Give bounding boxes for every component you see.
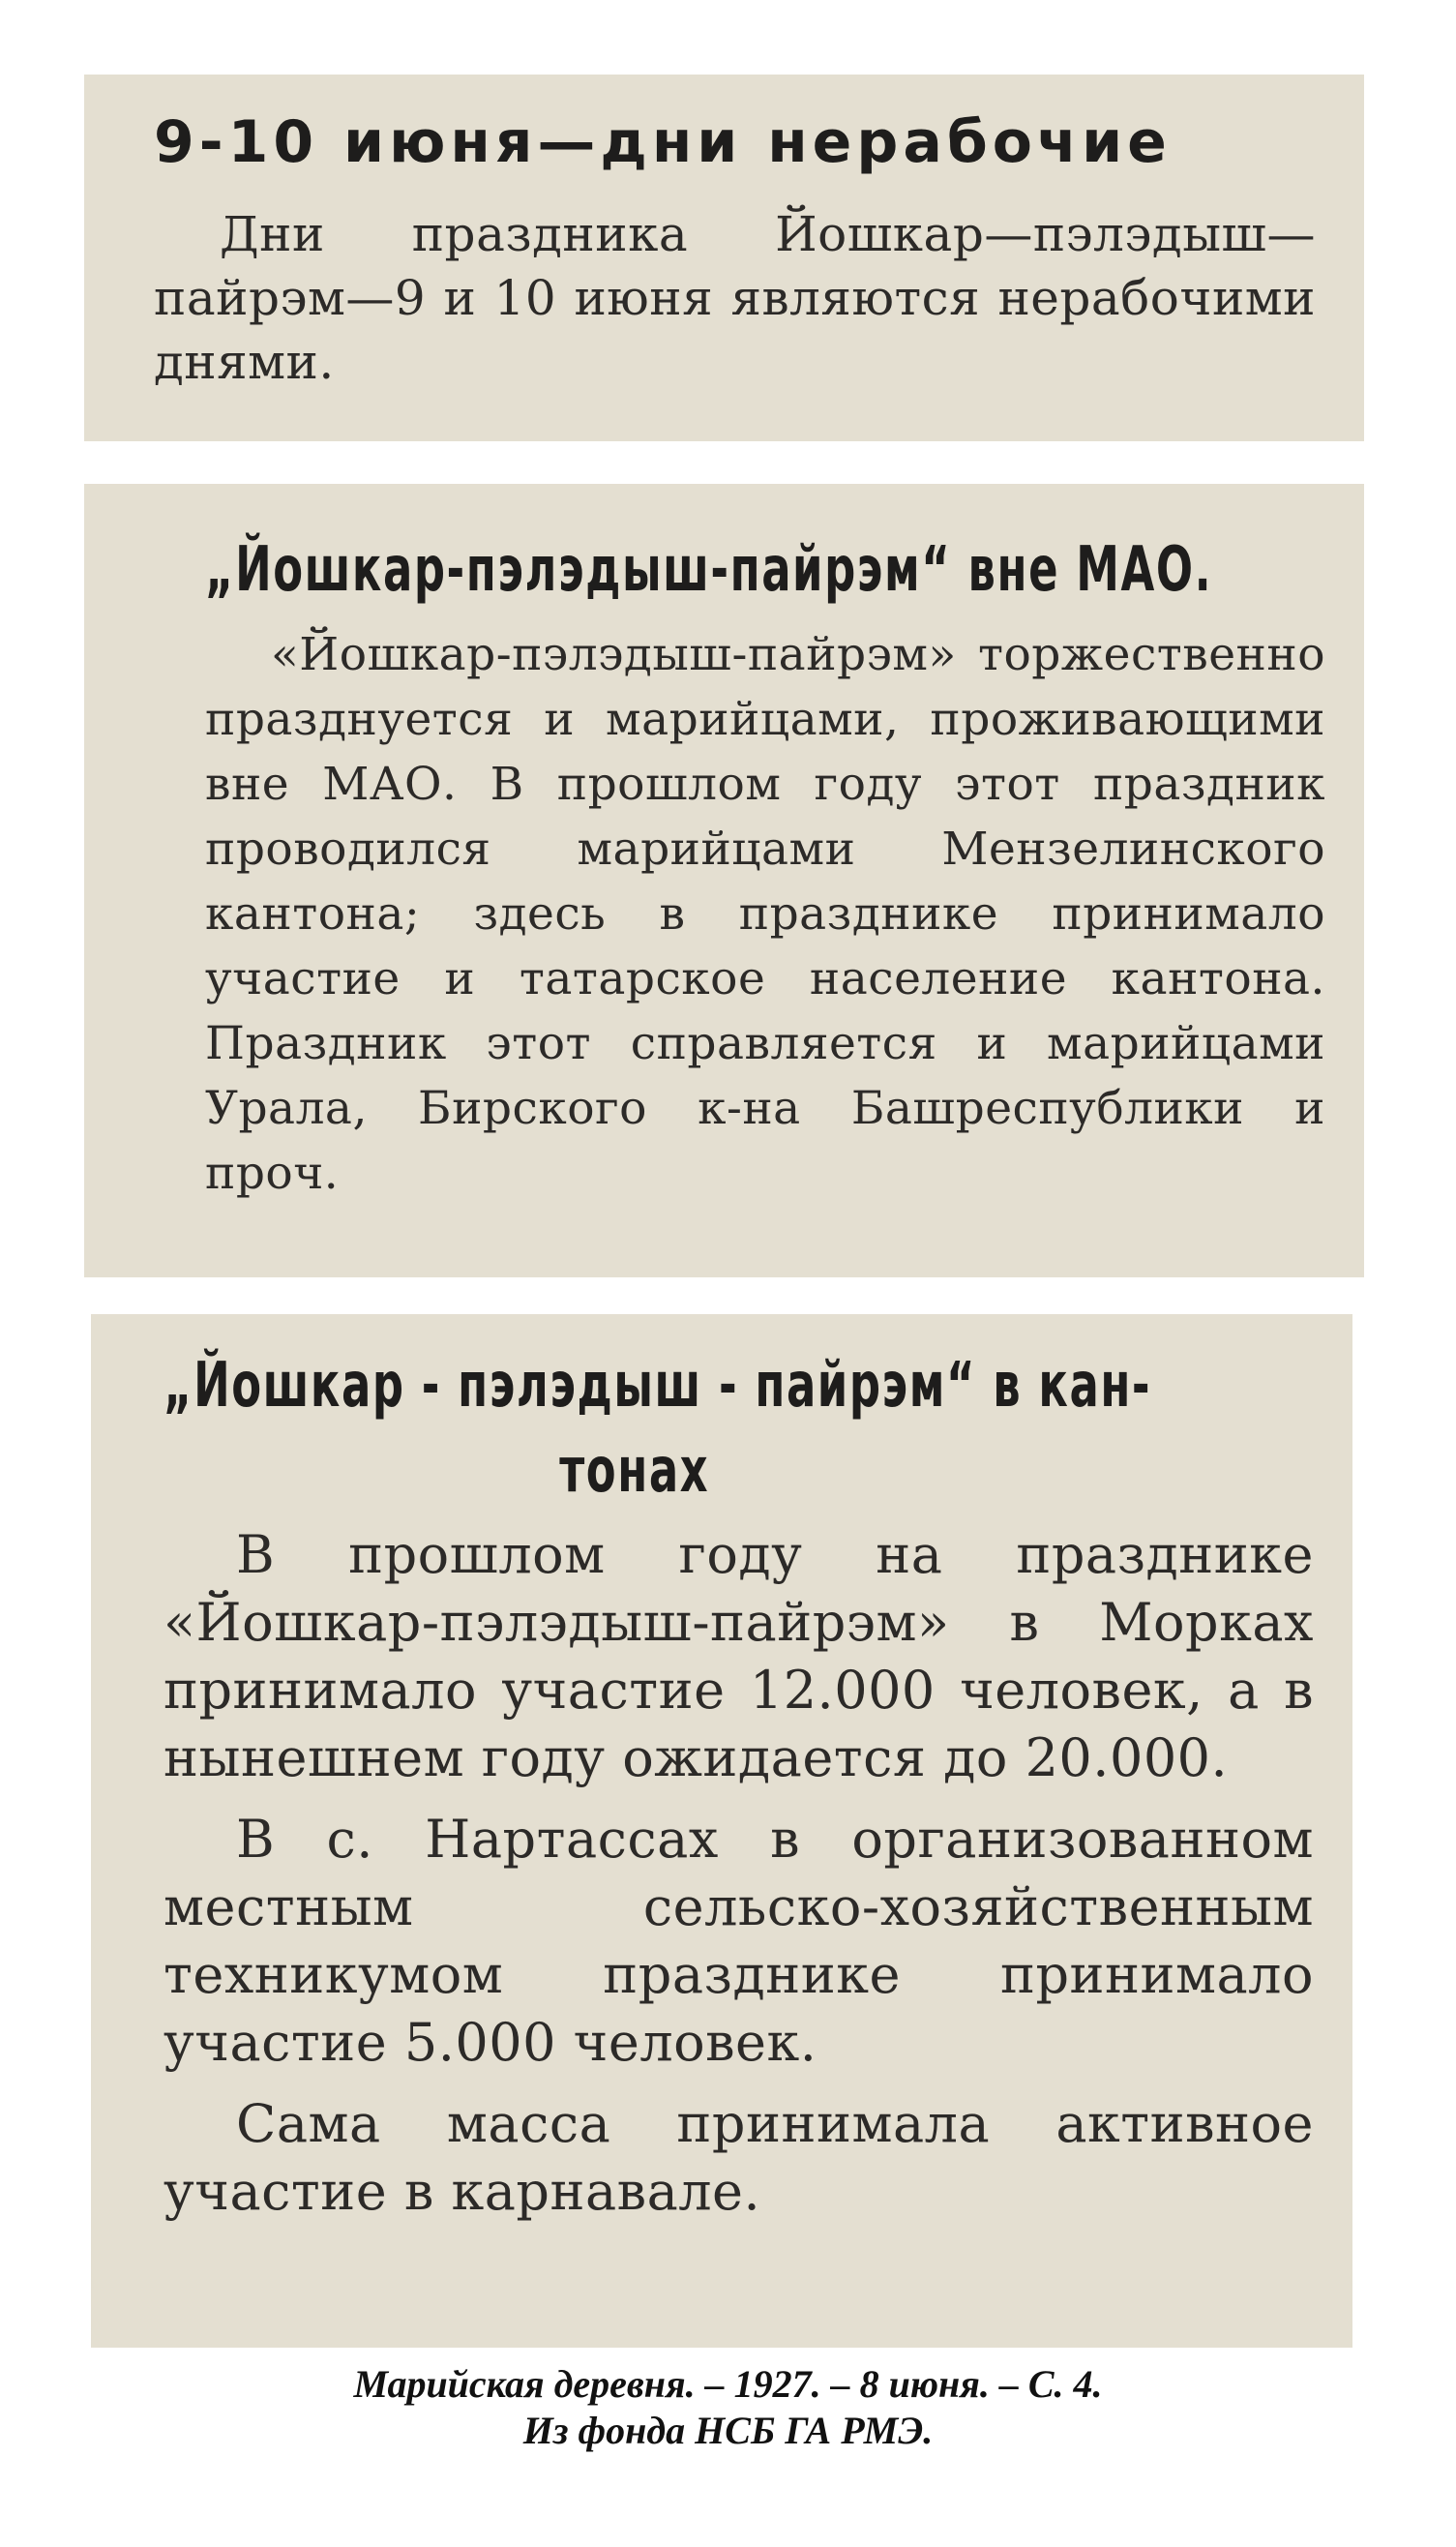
- clipping-1-headline: 9-10 июня—дни нерабочие: [154, 108, 1172, 176]
- clipping-2-paragraph-1: «Йошкар-пэлэдыш-пайрэм» торжественно празднуется и марийцами, проживающими вне МАО. В прошлом году этот праздник проводился марийцами Мензелинского кантона; здесь в празднике принимало участие и татарское население кантона. Праздник этот справляется и марийцами Урала, Бирского к-на Башреспублики и проч.: [205, 628, 1325, 1200]
- clipping-3-headline-line-2: тонах: [559, 1435, 710, 1507]
- clipping-1-paragraph-1: Дни праздника Йошкар—пэлэдыш—пайрэм—9 и 10 июня являются нерабочими днями.: [154, 206, 1316, 390]
- clipping-3-paragraph-1: В прошлом году на празднике «Йошкар-пэлэдыш-пайрэм» в Морках принимало участие 12.000 человек, а в нынешнем году ожидается до 20.000.: [163, 1524, 1314, 1788]
- newspaper-clipping-1: [84, 75, 1364, 441]
- clipping-2-headline: „Йошкар-пэлэдыш-пайрэм“ вне МАО.: [205, 534, 1213, 606]
- newspaper-clipping-2: [84, 484, 1364, 1277]
- clipping-3-headline-line-1: „Йошкар - пэлэдыш - пайрэм“ в кан-: [163, 1350, 1152, 1422]
- source-caption-line-1: Марийская деревня. – 1927. – 8 июня. – С. 4.: [353, 2362, 1103, 2406]
- source-caption: [0, 2361, 1456, 2454]
- source-caption-line-2: Из фонда НСБ ГА РМЭ.: [522, 2409, 934, 2452]
- clipping-3-headline: [163, 1343, 1312, 1513]
- clipping-3-paragraph-3: Сама масса принимала активное участие в карнавале.: [163, 2093, 1314, 2222]
- clipping-3-paragraph-2: В с. Нартассах в организованном местным сельско-хозяйственным техникумом празднике принимало участие 5.000 человек.: [163, 1809, 1314, 2073]
- newspaper-clipping-3: [91, 1314, 1352, 2348]
